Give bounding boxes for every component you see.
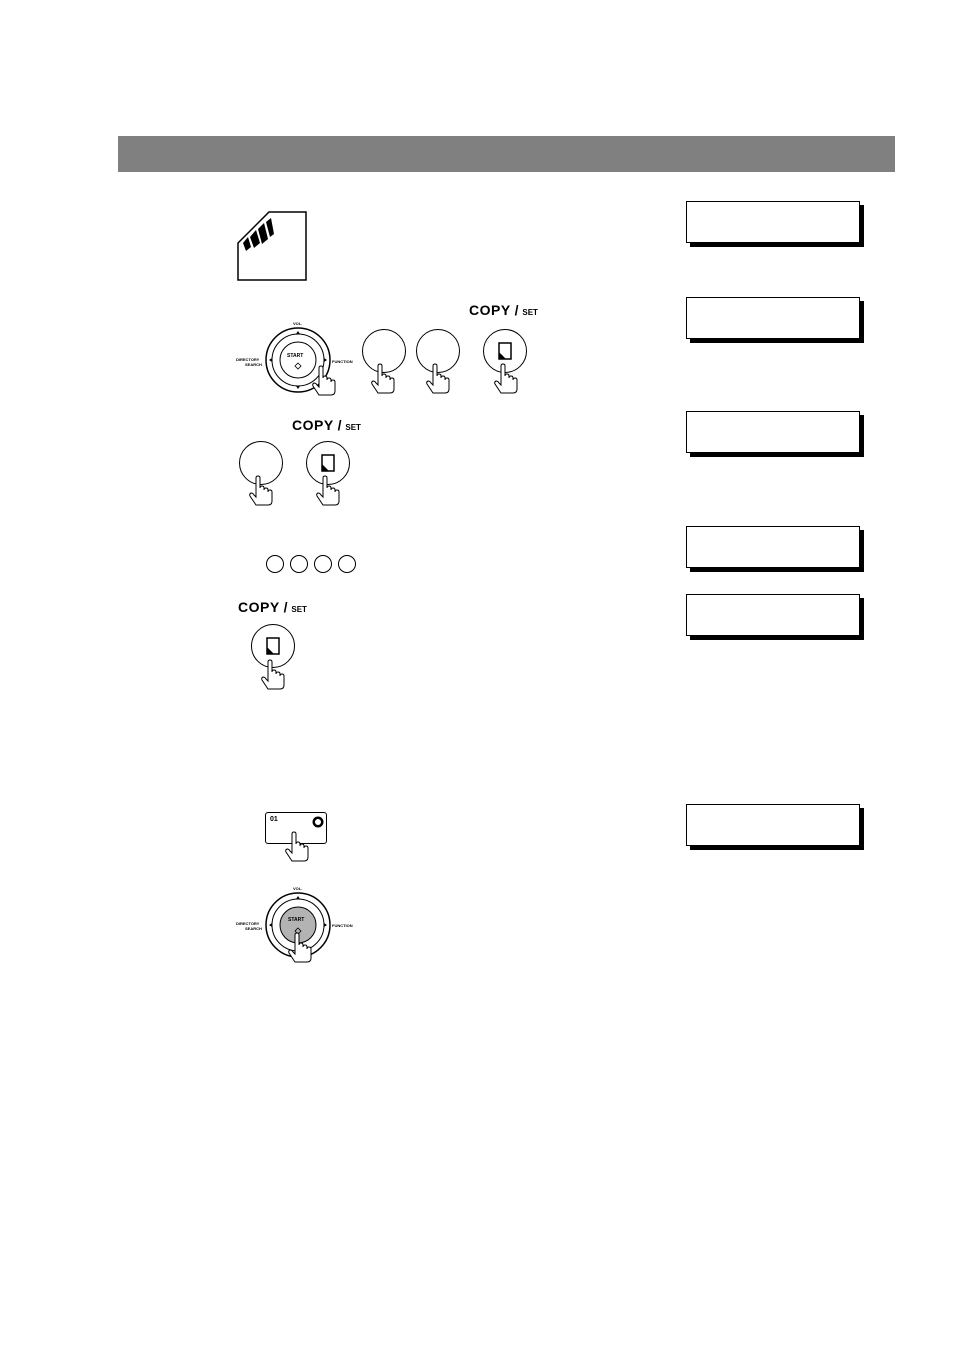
search-label: SEARCH — [245, 362, 262, 367]
indicator-icon — [312, 816, 324, 828]
pointing-hand-icon — [314, 476, 340, 506]
start-label: START — [288, 917, 305, 923]
copy-glyph-icon — [321, 454, 335, 472]
set-text: SET — [522, 308, 538, 317]
set-text: SET — [291, 605, 307, 614]
number-key-2[interactable] — [290, 555, 308, 573]
number-key-4[interactable] — [338, 555, 356, 573]
vol-label: VOL. — [293, 886, 303, 891]
slash-text: / — [333, 417, 346, 433]
copy-glyph-icon — [498, 342, 512, 360]
number-key-1[interactable] — [266, 555, 284, 573]
pointing-hand-icon — [492, 364, 518, 394]
pointing-hand-icon — [283, 832, 309, 862]
pointing-hand-icon — [310, 366, 336, 396]
lcd-display-3 — [686, 411, 860, 453]
copy-text: COPY — [292, 417, 334, 433]
search-label: SEARCH — [245, 926, 262, 931]
set-text: SET — [345, 423, 361, 432]
navigator-key-start[interactable] — [236, 885, 360, 965]
pointing-hand-icon — [424, 364, 450, 394]
slash-text: / — [510, 302, 523, 318]
pointing-hand-icon — [247, 476, 273, 506]
number-key-3[interactable] — [314, 555, 332, 573]
function-label: FUNCTION — [332, 359, 353, 364]
slash-text: / — [279, 599, 292, 615]
copy-set-label — [469, 302, 538, 318]
copy-set-label — [238, 599, 307, 615]
start-label: START — [287, 353, 304, 359]
document-icon — [236, 210, 310, 282]
directory-label: DIRECTORY — [236, 357, 260, 362]
lcd-display-6 — [686, 804, 860, 846]
copy-glyph-icon — [266, 637, 280, 655]
copy-text: COPY — [238, 599, 280, 615]
pointing-hand-icon — [369, 364, 395, 394]
navigator-key[interactable] — [236, 320, 360, 396]
copy-set-label — [292, 417, 361, 433]
lcd-display-4 — [686, 526, 860, 568]
lcd-display-2 — [686, 297, 860, 339]
copy-text: COPY — [469, 302, 511, 318]
one-touch-number: 01 — [270, 816, 278, 823]
pointing-hand-icon — [286, 933, 312, 963]
vol-label: VOL. — [293, 321, 303, 326]
pointing-hand-icon — [259, 660, 285, 690]
lcd-display-5 — [686, 594, 860, 636]
directory-label: DIRECTORY — [236, 921, 260, 926]
section-header-bar — [118, 136, 895, 172]
lcd-display-1 — [686, 201, 860, 243]
function-label: FUNCTION — [332, 923, 353, 928]
